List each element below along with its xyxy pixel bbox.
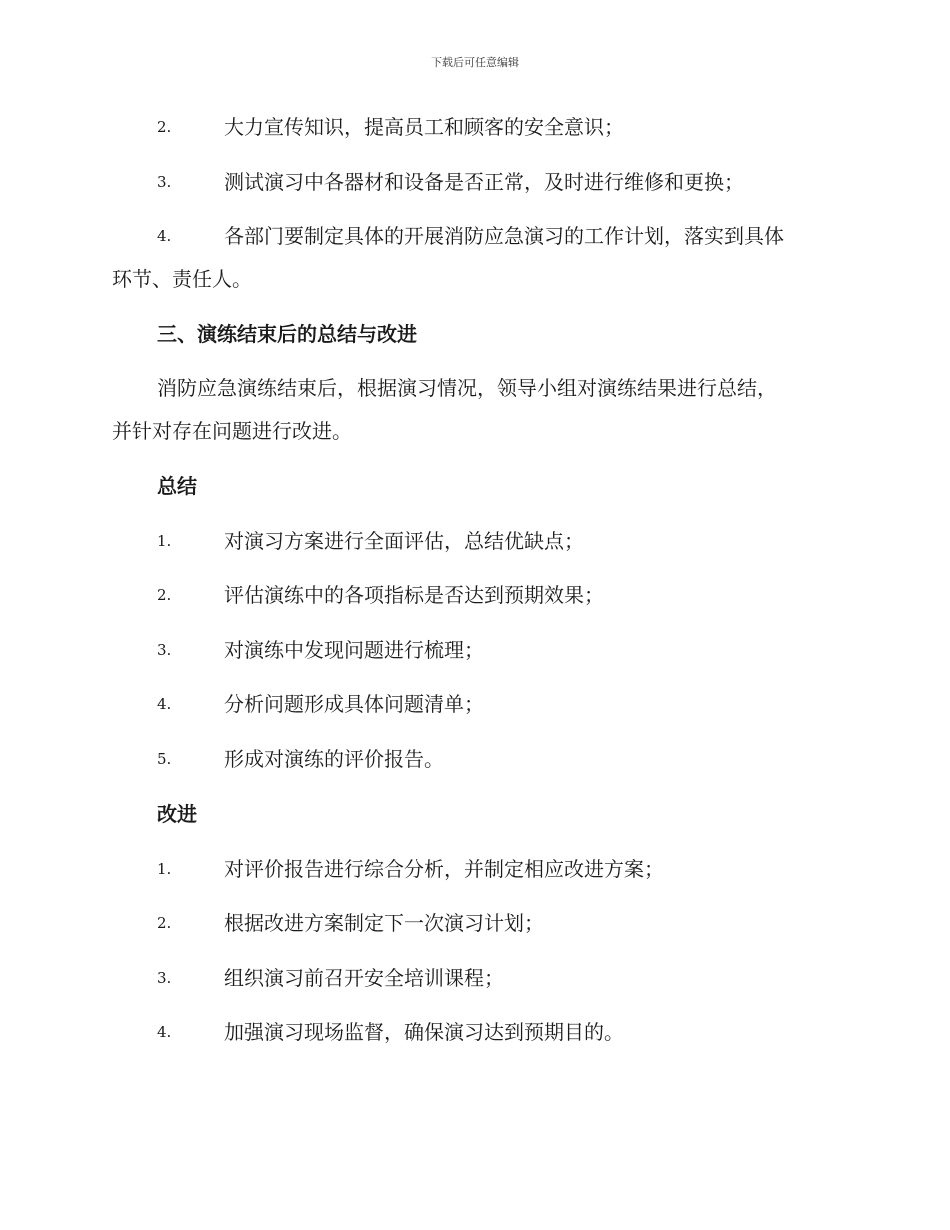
- paragraph-text: 消防应急演练结束后，根据演习情况，领导小组对演练结果进行总结，: [157, 376, 777, 400]
- list-text: 根据改进方案制定下一次演习计划；: [224, 911, 544, 935]
- list-text: 评估演练中的各项指标是否达到预期效果；: [224, 583, 604, 607]
- list-number: 2.: [157, 914, 172, 932]
- list-text: 测试演习中各器材和设备是否正常，及时进行维修和更换；: [224, 170, 744, 194]
- paragraph-text: 并针对存在问题进行改进。: [112, 419, 352, 443]
- list-number: 1.: [157, 860, 172, 878]
- list-number: 4.: [157, 695, 172, 713]
- list-text: 大力宣传知识，提高员工和顾客的安全意识；: [224, 115, 624, 139]
- list-number: 2.: [157, 586, 172, 604]
- list-number: 3.: [157, 641, 172, 659]
- summary-heading: 总结: [157, 474, 197, 498]
- list-text: 分析问题形成具体问题清单；: [224, 692, 484, 716]
- list-text: 对演习方案进行全面评估，总结优缺点；: [224, 529, 584, 553]
- list-number: 2.: [157, 118, 172, 136]
- list-number: 4.: [157, 1023, 172, 1041]
- list-text: 形成对演练的评价报告。: [224, 747, 444, 771]
- list-text-continuation: 环节、责任人。: [112, 267, 252, 291]
- list-number: 3.: [157, 969, 172, 987]
- list-number: 3.: [157, 173, 172, 191]
- list-number: 4.: [157, 227, 172, 245]
- list-text: 组织演习前召开安全培训课程；: [224, 966, 504, 990]
- list-number: 1.: [157, 532, 172, 550]
- list-text: 加强演习现场监督，确保演习达到预期目的。: [224, 1020, 624, 1044]
- list-number: 5.: [157, 750, 172, 768]
- list-text: 对评价报告进行综合分析，并制定相应改进方案；: [224, 857, 664, 881]
- section-heading: 三、演练结束后的总结与改进: [157, 322, 417, 346]
- list-text: 对演练中发现问题进行梳理；: [224, 638, 484, 662]
- page-header-note: 下载后可任意编辑: [431, 56, 519, 69]
- improve-heading: 改进: [157, 802, 197, 826]
- list-text: 各部门要制定具体的开展消防应急演习的工作计划，落实到具体: [224, 224, 784, 248]
